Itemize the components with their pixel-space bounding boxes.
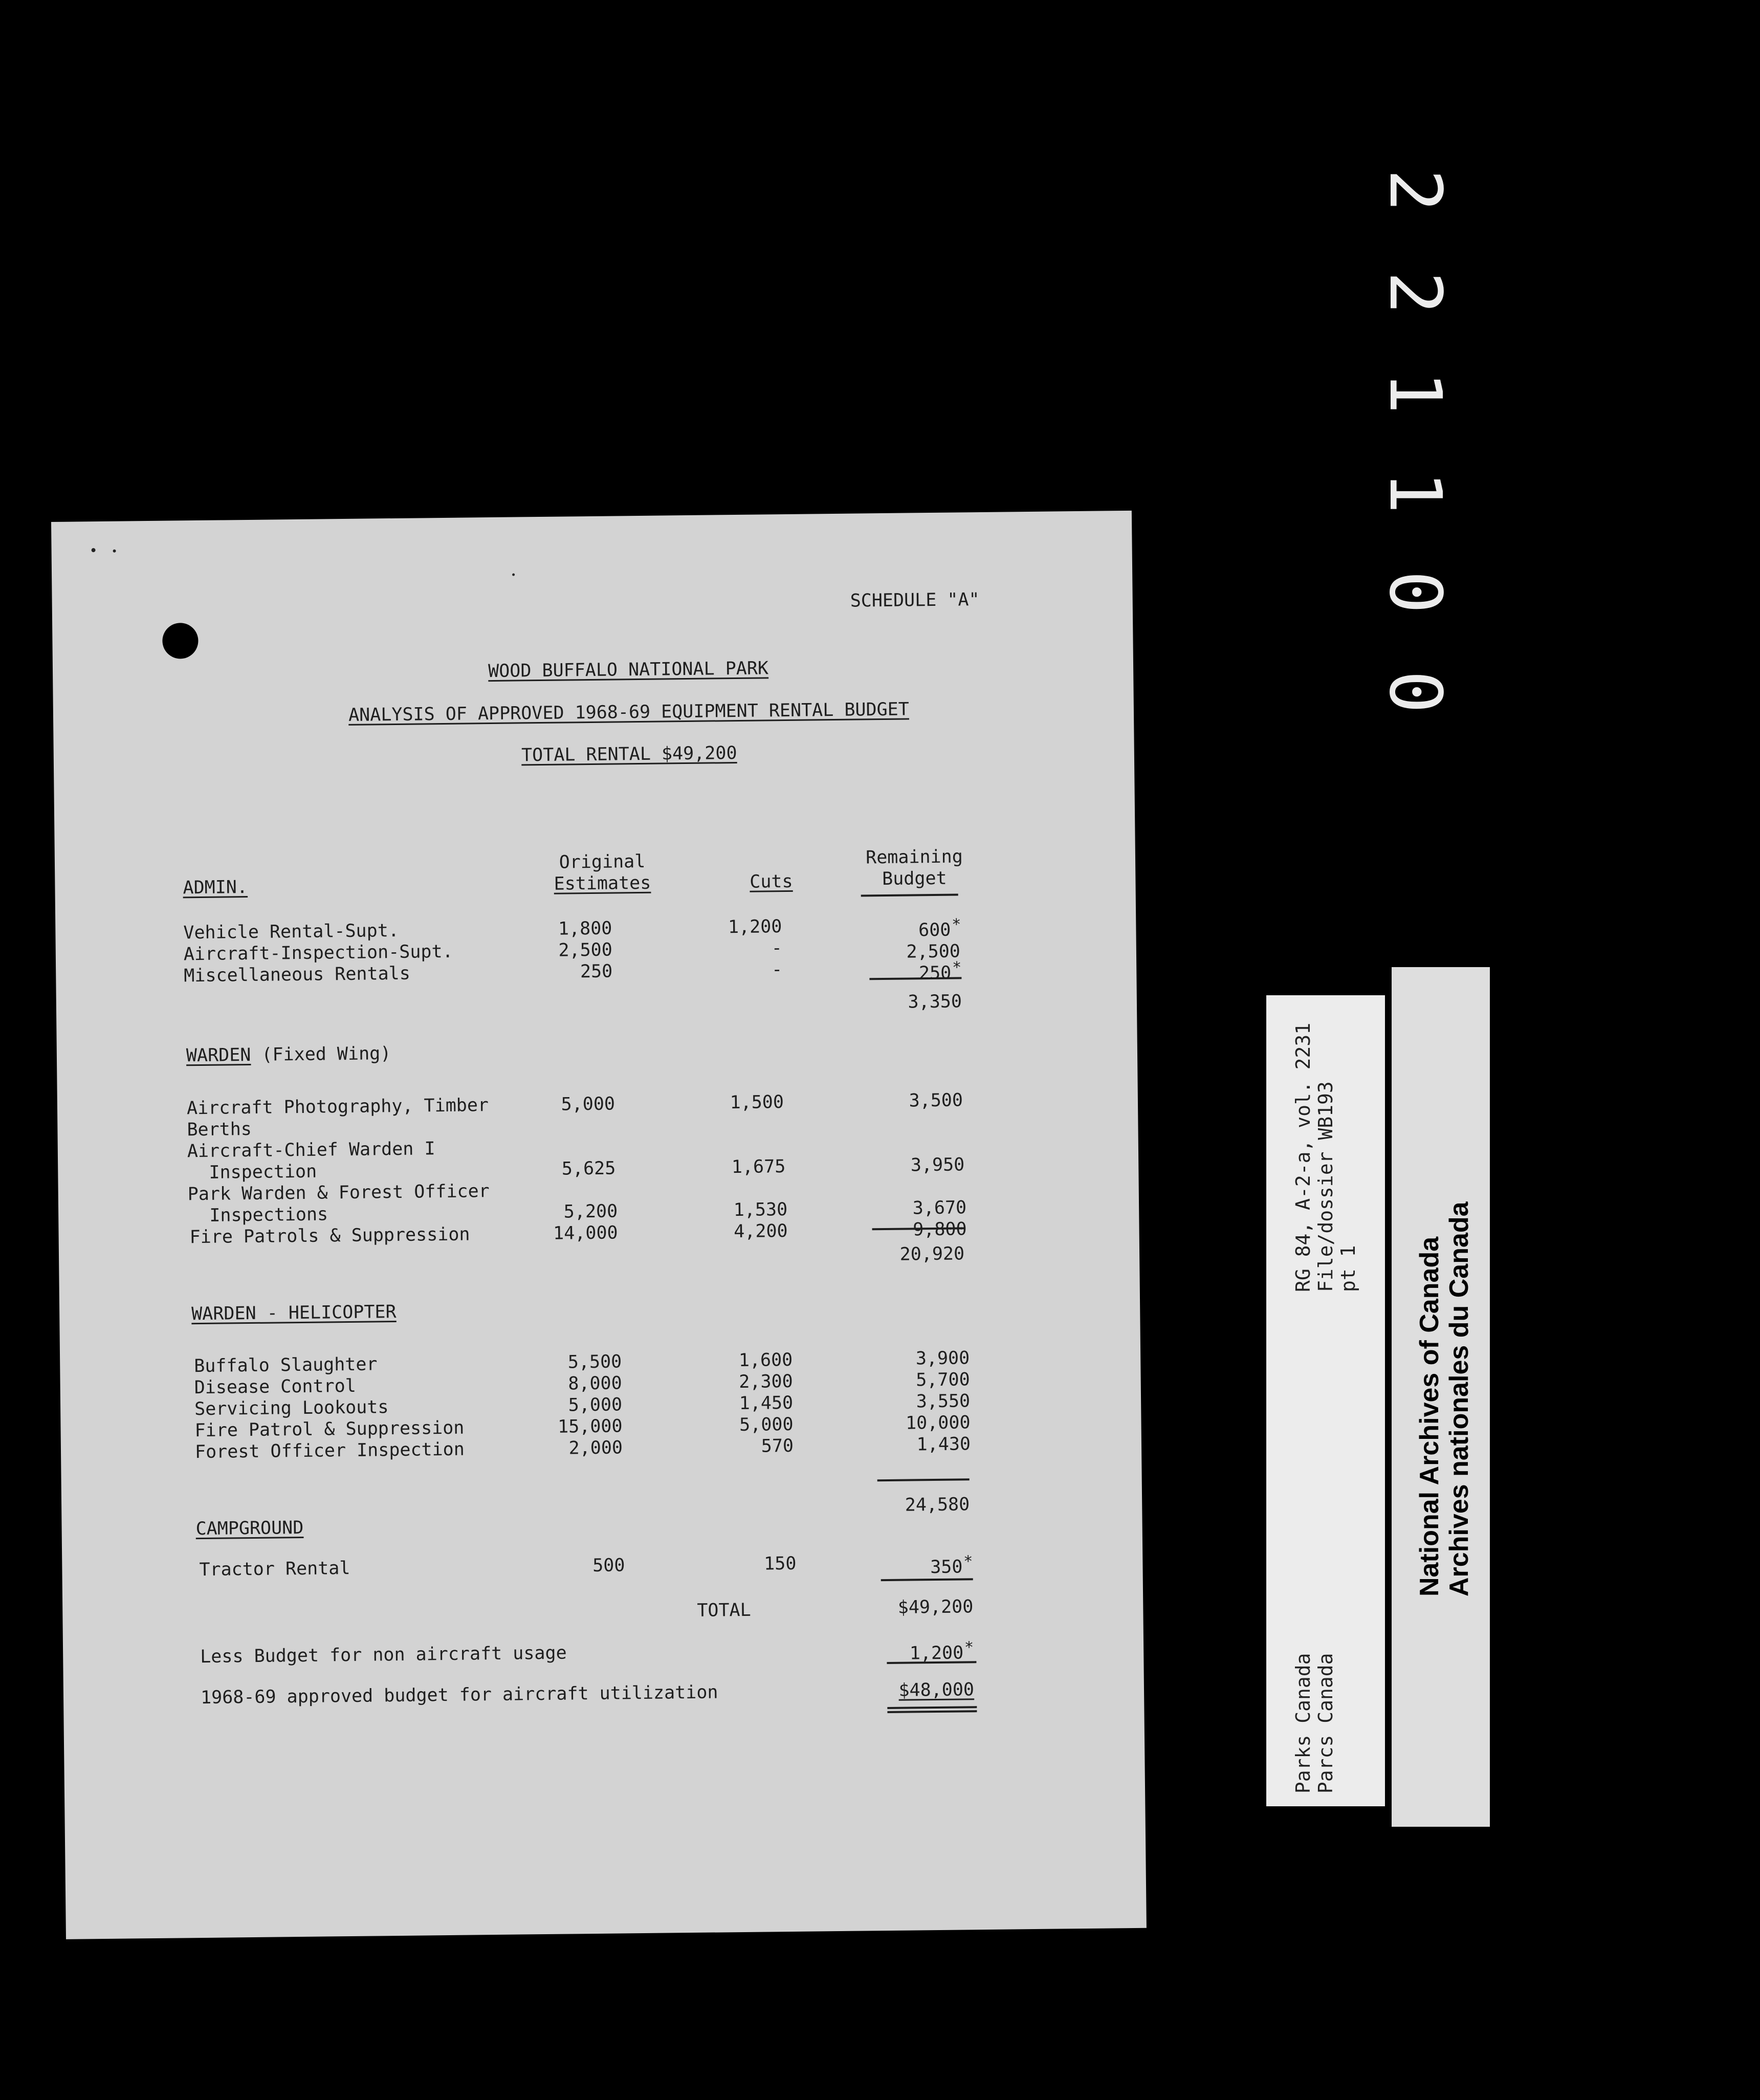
archive-ref-block [1292, 1023, 1359, 1292]
warden-fixed-heading [186, 1043, 391, 1066]
row-original: 14,000 [553, 1222, 618, 1244]
row-remaining [833, 957, 962, 985]
frame-counter [1373, 154, 1457, 716]
col-remaining-2: Budget [882, 868, 947, 890]
archive-ref-line3: pt 1 [1337, 1245, 1359, 1292]
parks-canada-en: Parks Canada [1292, 1653, 1314, 1793]
row-original: 500 [592, 1555, 625, 1577]
row-label: Park Warden & Forest Officer [187, 1181, 490, 1205]
warden-fixed-heading-note: (Fixed Wing) [261, 1043, 391, 1065]
frame-counter-digit: 2 [1373, 169, 1457, 212]
header-underline [861, 893, 958, 896]
row-remaining [845, 1551, 973, 1579]
col-original-1: Original [559, 851, 646, 873]
row-label: Servicing Lookouts [194, 1397, 389, 1420]
col-remaining-1: Remaining [865, 846, 963, 868]
warden-heli-underline [877, 1478, 970, 1481]
row-label-continued: Berths [187, 1119, 252, 1141]
row-original: 2,500 [558, 939, 613, 961]
row-remaining-value: 3,670 [912, 1197, 967, 1219]
row-original: 15,000 [557, 1416, 623, 1437]
row-remaining-value: 3,900 [915, 1348, 970, 1369]
row-cuts: 150 [763, 1553, 797, 1574]
total-value: $49,200 [897, 1596, 974, 1618]
row-remaining-value: 5,700 [916, 1369, 970, 1391]
speck [113, 550, 116, 553]
archive-reference-label [1266, 995, 1385, 1806]
row-remaining-value: 9,800 [913, 1219, 967, 1240]
row-label-continued: Inspections [188, 1204, 328, 1227]
row-cuts: 5,000 [739, 1414, 794, 1436]
row-remaining-mark: * [952, 958, 962, 977]
row-label: Fire Patrol & Suppression [194, 1417, 465, 1441]
warden-heli-subtotal: 24,580 [905, 1494, 970, 1516]
row-remaining-value: 10,000 [905, 1412, 971, 1434]
row-remaining-value: 1,430 [916, 1434, 971, 1455]
row-remaining-value: 3,950 [910, 1154, 965, 1176]
archive-name-fr: Archives nationales du Canada [1444, 1201, 1474, 1596]
admin-heading: ADMIN. [183, 877, 248, 899]
archive-ref-line2: File/dossier WB193 [1314, 1081, 1337, 1292]
col-cuts: Cuts [750, 871, 793, 892]
row-remaining-value: 600 [918, 920, 951, 941]
row-cuts: 1,675 [731, 1156, 786, 1178]
row-original: 5,000 [561, 1093, 615, 1115]
row-original: 5,200 [563, 1201, 618, 1222]
frame-counter-digit: 1 [1373, 371, 1457, 414]
row-label: Forest Officer Inspection [194, 1439, 465, 1463]
warden-heli-heading: WARDEN - HELICOPTER [191, 1302, 397, 1325]
schedule-label: SCHEDULE "A" [850, 589, 980, 611]
row-cuts: 1,500 [730, 1092, 784, 1113]
row-original: 5,625 [561, 1158, 616, 1179]
admin-subtotal: 3,350 [908, 991, 962, 1013]
less-label: Less Budget for non aircraft usage [200, 1643, 567, 1668]
row-remaining-mark: * [963, 1552, 973, 1571]
row-original: 8,000 [568, 1373, 622, 1394]
campground-underline [881, 1578, 973, 1581]
total-label: TOTAL [697, 1600, 751, 1621]
row-original: 2,000 [568, 1437, 623, 1459]
speck [92, 548, 96, 552]
row-original: 5,500 [567, 1351, 622, 1373]
row-label: Miscellaneous Rentals [184, 963, 411, 987]
row-label: Aircraft-Inspection-Supt. [183, 941, 453, 965]
row-cuts: 2,300 [739, 1371, 793, 1393]
frame-counter-digit: 2 [1373, 271, 1457, 315]
row-label: Fire Patrols & Suppression [189, 1224, 470, 1248]
row-original: 5,000 [568, 1394, 623, 1416]
row-label: Buffalo Slaughter [194, 1354, 378, 1377]
approved-value: $48,000 [898, 1679, 975, 1701]
col-original-2: Estimates [554, 872, 651, 894]
row-label-continued: Inspection [187, 1161, 317, 1184]
row-remaining-value: 3,500 [909, 1090, 963, 1111]
approved-double-underline [887, 1706, 977, 1713]
speck [512, 574, 515, 576]
row-label: Disease Control [194, 1375, 357, 1398]
archive-name-label [1392, 967, 1490, 1827]
row-original: 250 [580, 961, 613, 982]
row-remaining [842, 1412, 970, 1435]
row-remaining-value: 250 [918, 962, 952, 984]
row-remaining-value: 350 [930, 1557, 963, 1578]
row-cuts: 570 [761, 1435, 794, 1457]
total-rental: TOTAL RENTAL $49,200 [521, 742, 737, 766]
row-remaining [842, 1390, 970, 1413]
row-cuts: 4,200 [734, 1221, 788, 1242]
frame-counter-digit: 0 [1373, 571, 1457, 614]
row-cuts: - [771, 938, 783, 959]
row-label: Vehicle Rental-Supt. [183, 920, 400, 944]
frame-counter-digit: 0 [1373, 670, 1457, 714]
row-remaining [839, 1197, 966, 1220]
row-remaining [835, 1089, 963, 1112]
less-value-text: 1,200 [909, 1643, 964, 1664]
row-cuts: 1,450 [739, 1392, 794, 1414]
document-subtitle: ANALYSIS OF APPROVED 1968-69 EQUIPMENT RENTAL BUDGET [348, 699, 909, 726]
row-label: Aircraft-Chief Warden I [187, 1139, 435, 1162]
archive-name-block [1415, 1201, 1474, 1596]
row-label: Tractor Rental [199, 1558, 350, 1581]
row-remaining [842, 1369, 970, 1392]
punch-hole [162, 623, 199, 659]
campground-heading: CAMPGROUND [195, 1517, 304, 1540]
row-remaining-value: 2,500 [906, 941, 961, 962]
archive-ref-line1: RG 84, A-2-a, vol. 2231 [1292, 1022, 1314, 1292]
less-mark: * [964, 1638, 974, 1657]
row-cuts: - [771, 959, 783, 980]
warden-fixed-subtotal: 20,920 [899, 1243, 965, 1265]
document-page [51, 511, 1147, 1939]
approved-label: 1968-69 approved budget for aircraft utilization [200, 1682, 718, 1709]
parks-block [1292, 1653, 1337, 1793]
row-remaining-mark: * [952, 915, 961, 934]
row-remaining [843, 1433, 971, 1456]
row-remaining [837, 1154, 964, 1177]
warden-fixed-heading-text: WARDEN [186, 1044, 251, 1066]
archive-name-en: National Archives of Canada [1415, 1236, 1444, 1596]
row-cuts: 1,600 [738, 1349, 793, 1371]
row-cuts: 1,530 [733, 1199, 788, 1221]
frame-counter-digit: 1 [1373, 471, 1457, 514]
row-remaining [842, 1347, 970, 1370]
row-cuts: 1,200 [728, 916, 782, 938]
row-remaining-value: 3,550 [916, 1391, 971, 1412]
parks-canada-fr: Parcs Canada [1314, 1653, 1337, 1793]
row-original: 1,800 [558, 918, 612, 939]
document-title: WOOD BUFFALO NATIONAL PARK [488, 658, 769, 682]
row-label: Aircraft Photography, Timber [186, 1095, 489, 1119]
